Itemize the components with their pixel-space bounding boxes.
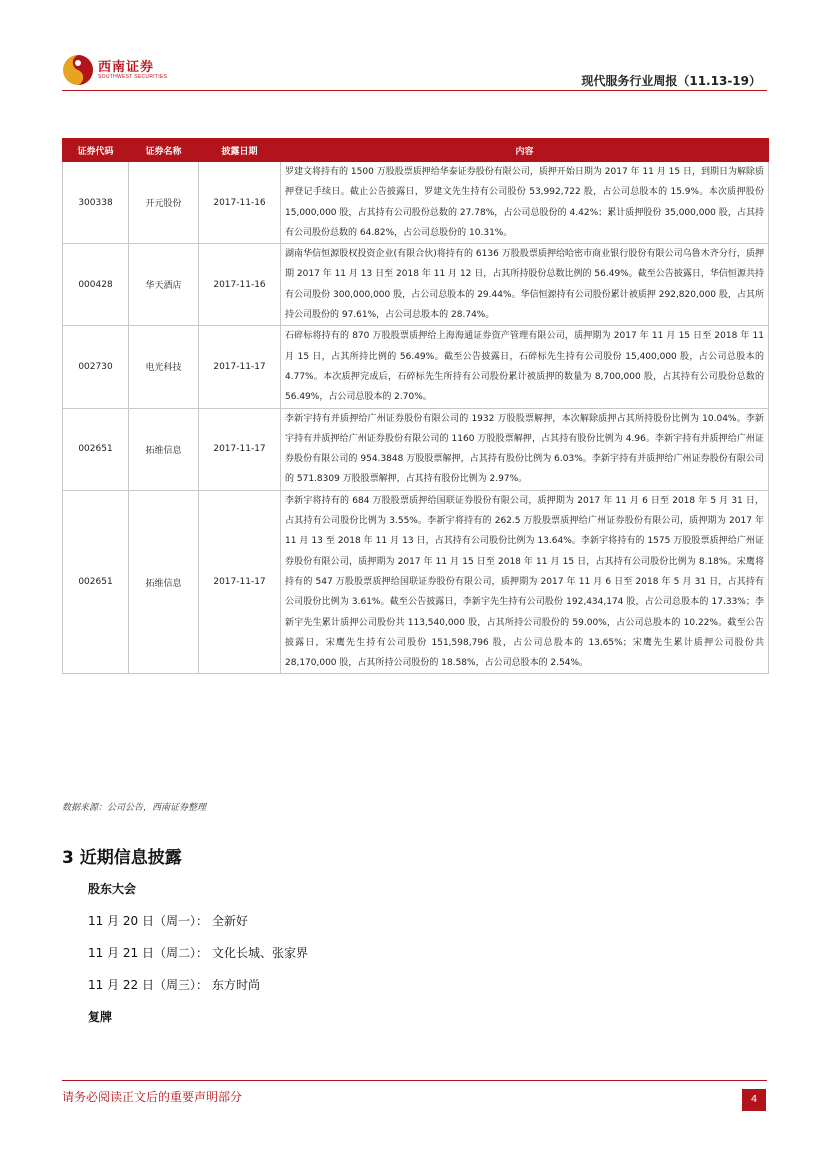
cell-content: 李新宇将持有的 684 万股股票质押给国联证券股份有限公司，质押期为 2017 年 11 月 6 日至 2018 年 5 月 31 日，占其持有公司股份比例为 3.55%。李新宇将持有的 262.5 万股股票质押给广州证券股份有限公司，质押期为 2017 年 11 月 13 至 2018 年 11 月 13 日，占其持有公司股份比例为 13.64%。李新宇将持有的 1575 万股股票质押给广州证券股份有限公司，质押期为 2017 年 11 月 15 日至 2018 年 11 月 15 日，占其持有公司股份比例为 8.18%。宋鹰将持有的 547 万股股票质押给国联证券股份有限公司，质押期为 2017 年 11 月 6 日至 2018 年 5 月 31 日，占其持有公司股份比例为 3.61%。截至公告披露日，李新宇先生持有公司股份 192,434,174 股，占公司总股本的 17.33%；李新宇先生累计质押公司股份共 113,540,000 股，占其所持公司股份的 59.00%，占公司总股本的 10.22%。截至公告披露日，宋鹰先生持有公司股份 151,598,796 股，占公司总股本的 13.65%；宋鹰先生累计质押公司股份共 28,170,000 股，占其所持公司股份的 18.58%，占公司总股本的 2.54%。 [281,490,769,674]
cell-name: 开元股份 [129,162,199,244]
cell-code: 002651 [63,490,129,674]
footer-disclaimer: 请务必阅读正文后的重要声明部分 [62,1090,243,1104]
meeting-date: 11 月 21 日（周二）： [88,946,208,960]
col-header-name: 证券名称 [129,139,199,162]
cell-content: 罗建文将持有的 1500 万股股票质押给华泰证券股份有限公司，质押开始日期为 2017 年 11 月 15 日，到期日为解除质押登记手续日。截止公告披露日，罗建文先生持有公司股份 53,992,722 股，占公司总股本的 15.9%。本次质押股份 15,000,000 股，占其持有公司股份总数的 27.78%，占公司总股份的 4.42%；累计质押股份 35,000,000 股，占其持有公司股份总数的 64.82%，占公司总股份的 10.31%。 [281,162,769,244]
cell-name: 电光科技 [129,326,199,408]
meeting-date: 11 月 22 日（周三）： [88,978,208,992]
cell-code: 300338 [63,162,129,244]
logo-subtext: SOUTHWEST SECURITIES [98,74,168,80]
table-row [63,490,769,674]
cell-code: 002651 [63,408,129,490]
meeting-companies: 东方时尚 [211,978,260,992]
meeting-item [88,912,252,929]
cell-date: 2017-11-16 [199,162,281,244]
col-header-date: 披露日期 [199,139,281,162]
cell-content: 湖南华信恒源股权投资企业(有限合伙)将持有的 6136 万股股票质押给哈密市商业银行股份有限公司乌鲁木齐分行，质押期 2017 年 11 月 13 日至 2018 年 11 月 12 日，占其所持股份总数比例的 56.49%。截至公告披露日，华信恒源共持有公司股份 300,000,000 股，占公司总股本的 29.44%。华信恒源持有公司股份累计被质押 292,820,000 股，占其所持公司股份的 97.61%，占公司总股本的 28.74%。 [281,244,769,326]
cell-content: 李新宇持有并质押给广州证券股份有限公司的 1932 万股股票解押，本次解除质押占其所持股份比例为 10.04%。李新宇持有并质押给广州证券股份有限公司的 1160 万股股票解押，占其持有股份比例为 4.96。李新宇持有并质押给广州证券股份有限公司的 954.3848 万股股票解押，占其持有股份比例为 6.03%。李新宇持有并质押给广州证券股份有限公司的 571.8309 万股股票解押，占其持有股份比例为 2.97%。 [281,408,769,490]
meeting-companies: 文化长城、张家界 [211,946,308,960]
cell-name: 华天酒店 [129,244,199,326]
logo-text: 西南证券 [98,60,155,75]
cell-date: 2017-11-17 [199,326,281,408]
page-header [0,0,827,100]
col-header-content: 内容 [281,139,769,162]
cell-name: 拓维信息 [129,408,199,490]
meeting-companies: 全新好 [211,914,248,928]
cell-content: 石碎标将持有的 870 万股股票质押给上海海通证券资产管理有限公司，质押期为 2017 年 11 月 15 日至 2018 年 11 月 15 日，占其所持比例的 56.49%。截至公告披露日，石碎标先生持有公司股份 15,400,000 股，占公司总股本的 4.77%。本次质押完成后，石碎标先生所持有公司股份累计被质押的数量为 8,700,000 股，占其持有公司股份总数的 56.49%，占公司总股本的 2.70%。 [281,326,769,408]
resumption-heading: 复牌 [88,1010,113,1024]
header-divider [62,90,767,91]
table-header-row [63,139,769,162]
page-number: 4 [742,1089,766,1111]
table-row [63,408,769,490]
data-source-note: 数据来源：公司公告，西南证券整理 [62,803,207,813]
company-logo [62,50,172,90]
logo-mark-icon [62,54,94,86]
section-title: 3 近期信息披露 [62,848,182,868]
cell-date: 2017-11-16 [199,244,281,326]
meeting-date: 11 月 20 日（周一）： [88,914,208,928]
meeting-item [88,976,264,993]
cell-name: 拓维信息 [129,490,199,674]
col-header-code: 证券代码 [63,139,129,162]
pledge-table [62,138,769,674]
table-row [63,244,769,326]
meeting-item [88,944,312,961]
cell-date: 2017-11-17 [199,490,281,674]
cell-code: 002730 [63,326,129,408]
shareholder-meeting-heading: 股东大会 [88,882,137,896]
cell-date: 2017-11-17 [199,408,281,490]
table-row [63,162,769,244]
cell-code: 000428 [63,244,129,326]
table-row [63,326,769,408]
report-title: 现代服务行业周报（11.13-19） [581,74,761,88]
footer-divider [62,1080,767,1081]
